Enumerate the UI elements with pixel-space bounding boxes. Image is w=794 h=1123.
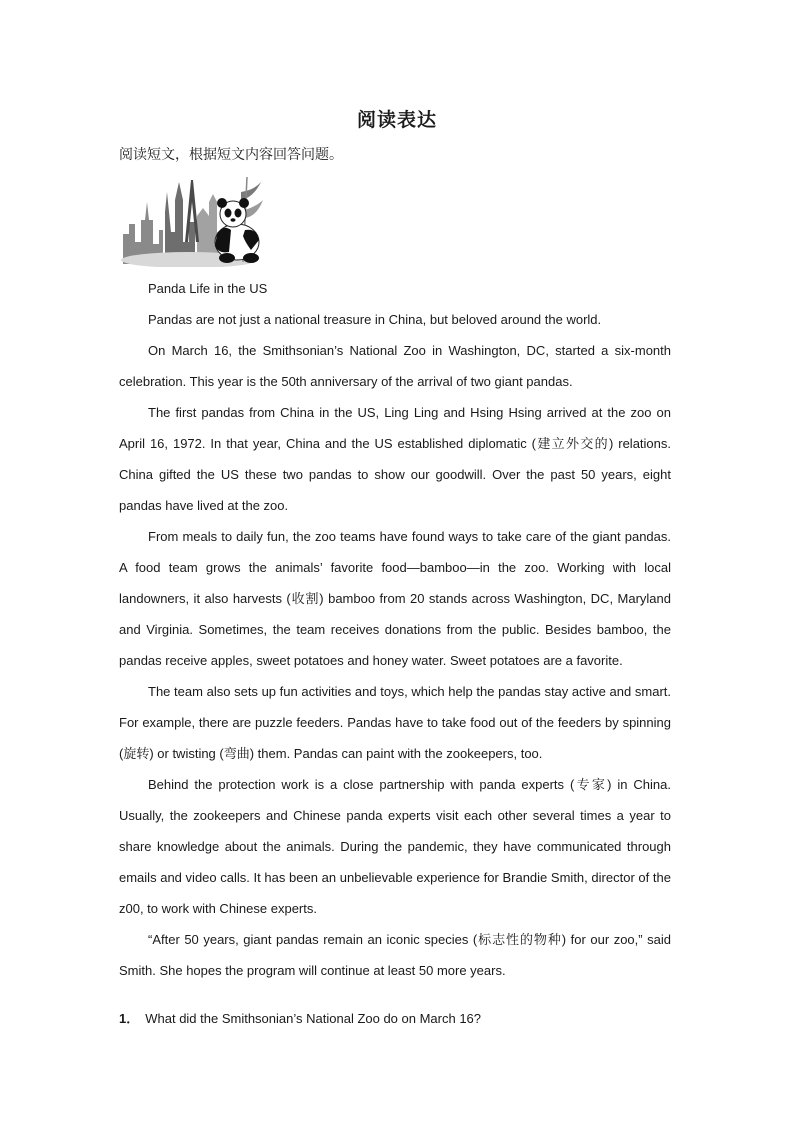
question-number: 1．	[119, 1011, 140, 1026]
passage-paragraph: Behind the protection work is a close partnership with panda experts (专家) in China. Usually, the zookeepers and Chinese panda experts visit each other several times a year to share knowledge about the animals. During the pandemic, they have communicated through emails and video calls. It has been an unbelievable experience for Brandie Smith, director of the z00, to work with Chinese experts.	[119, 777, 671, 916]
passage-paragraph: The first pandas from China in the US, Ling Ling and Hsing Hsing arrived at the zoo on April 16, 1972. In that year, China and the US established diplomatic (建立外交的) relations. China gifted the US these two pandas to show our goodwill. Over the past 50 years, eight pandas have lived at the zoo.	[119, 405, 671, 513]
passage-title-block	[119, 273, 671, 304]
passage-paragraph: The team also sets up fun activities and toys, which help the pandas stay active and smart. For example, there are puzzle feeders. Pandas have to take food out of the feeders by spinning (旋转) or twisting (弯曲) them. Pandas can paint with the zookeepers, too.	[119, 684, 671, 761]
passage-title: Panda Life in the US	[148, 281, 268, 296]
passage-paragraph: On March 16, the Smithsonian’s National Zoo in Washington, DC, started a six-month celebration. This year is the 50th anniversary of the arrival of two giant pandas.	[119, 343, 671, 389]
passage-body	[119, 304, 671, 986]
passage-paragraph: “After 50 years, giant pandas remain an iconic species (标志性的物种) for our zoo,” said Smith. She hopes the program will continue at least 50 more years.	[119, 932, 671, 978]
question-text: What did the Smithsonian’s National Zoo do on March 16?	[145, 1011, 482, 1026]
passage-paragraph: From meals to daily fun, the zoo teams have found ways to take care of the giant pandas. A food team grows the animals’ favorite food—bamboo—in the zoo. Working with local landowners, it also harvests (收割) bamboo from 20 stands across Washington, DC, Maryland and Virginia. Sometimes, the team receives donations from the public. Besides bamboo, the pandas receive apples, sweet potatoes and honey water. Sweet potatoes are a favorite.	[119, 529, 671, 668]
panda-landmarks-illustration	[119, 172, 264, 267]
page-title: 阅读表达	[356, 109, 437, 131]
question-item	[119, 1003, 481, 1034]
passage-paragraph: Pandas are not just a national treasure in China, but beloved around the world.	[148, 312, 602, 327]
instruction: 阅读短文，根据短文内容回答问题。	[119, 147, 343, 163]
